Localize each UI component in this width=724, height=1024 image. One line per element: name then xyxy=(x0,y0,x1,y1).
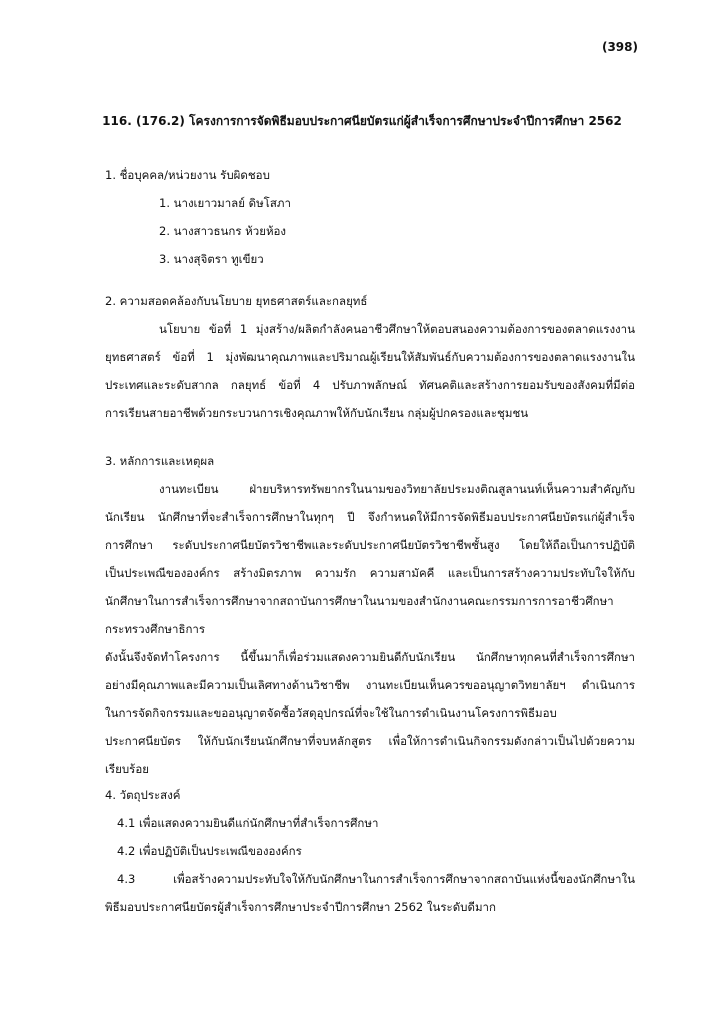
body-line: การเรียนสายอาชีพด้วยกระบวนการเชิงคุณภาพให้กับนักเรียน กลุ่มผู้ปกครองและชุมชน xyxy=(105,406,529,420)
body-line: เรียบร้อย xyxy=(105,762,149,776)
section-rationale xyxy=(105,447,635,783)
document-title: 116. (176.2) โครงการการจัดพิธีมอบประกาศนียบัตรแก่ผู้สำเร็จการศึกษาประจำปีการศึกษา 2562 xyxy=(102,114,622,128)
body-line: ประกาศนียบัตร ให้กับนักเรียนนักศึกษาที่จบหลักสูตร เพื่อให้การดำเนินกิจกรรมดังกล่าวเป็นไปด้วยความ xyxy=(105,734,635,748)
section-heading: 4. วัตถุประสงค์ xyxy=(105,788,181,802)
person-item: 1. นางเยาวมาลย์ ดิษโสภา xyxy=(159,196,291,210)
body-line: เป็นประเพณีขององค์กร สร้างมิตรภาพ ความรัก ความสามัคคี และเป็นการสร้างความประทับใจให้กับ xyxy=(105,566,635,580)
section-heading: 3. หลักการและเหตุผล xyxy=(105,454,215,468)
body-line: ในการจัดกิจกรรมและขออนุญาตจัดซื้อวัสดุอุปกรณ์ที่จะใช้ในการดำเนินงานโครงการพิธีมอบ xyxy=(105,706,557,720)
page-number: (398) xyxy=(601,40,638,54)
body-line: ประเทศและระดับสากล กลยุทธ์ ข้อที่ 4 ปรับภาพลักษณ์ ทัศนคติและสร้างการยอมรับของสังคมที่มีต่อ xyxy=(105,378,635,392)
person-item: 3. นางสุจิตรา ทูเขียว xyxy=(159,252,264,266)
body-line: นักเรียน นักศึกษาที่จะสำเร็จการศึกษาในทุกๆ ปี จึงกำหนดให้มีการจัดพิธีมอบประกาศนียบัตรแก่ผู้สำเร็จ xyxy=(105,510,635,524)
body-line: งานทะเบียน ฝ่ายบริหารทรัพยากรในนามของวิทยาลัยประมงติณสูลานนท์เห็นความสำคัญกับ xyxy=(159,482,635,496)
section-responsible xyxy=(105,161,635,273)
body-line: พิธีมอบประกาศนียบัตรผู้สำเร็จการศึกษาประจำปีการศึกษา 2562 ในระดับดีมาก xyxy=(105,900,496,914)
body-line: นักศึกษาในการสำเร็จการศึกษาจากสถาบันการศึกษาในนามของสำนักงานคณะกรรมการการอาชีวศึกษา xyxy=(105,594,614,608)
body-line: การศึกษา ระดับประกาศนียบัตรวิชาชีพและระดับประกาศนียบัตรวิชาชีพชั้นสูง โดยให้ถือเป็นการปฏิบัติ xyxy=(105,538,635,552)
section-policy-alignment xyxy=(105,287,635,427)
person-item: 2. นางสาวธนกร ห้วยห้อง xyxy=(159,224,287,238)
body-line: ดังนั้นจึงจัดทำโครงการ นี้ขึ้นมาก็เพื่อร่วมแสดงความยินดีกับนักเรียน นักศึกษาทุกคนที่สำเร็จการศึกษา xyxy=(105,650,635,664)
body-line: ยุทธศาสตร์ ข้อที่ 1 มุ่งพัฒนาคุณภาพและปริมาณผู้เรียนให้สัมพันธ์กับความต้องการของตลาดแรงงานใน xyxy=(105,350,635,364)
section-objectives xyxy=(105,781,635,921)
objective-item: 4.1 เพื่อแสดงความยินดีแก่นักศึกษาที่สำเร็จการศึกษา xyxy=(117,816,379,830)
body-line: นโยบาย ข้อที่ 1 มุ่งสร้าง/ผลิตกำลังคนอาชีวศึกษาให้ตอบสนองความต้องการของตลาดแรงงาน xyxy=(159,322,635,336)
section-heading: 2. ความสอดคล้องกับนโยบาย ยุทธศาสตร์และกลยุทธ์ xyxy=(105,294,368,308)
body-line: อย่างมีคุณภาพและมีความเป็นเลิศทางด้านวิชาชีพ งานทะเบียนเห็นควรขออนุญาตวิทยาลัยฯ ดำเนินการ xyxy=(105,678,635,692)
objective-item: 4.2 เพื่อปฏิบัติเป็นประเพณีขององค์กร xyxy=(117,844,302,858)
objective-item: 4.3 เพื่อสร้างความประทับใจให้กับนักศึกษาในการสำเร็จการศึกษาจากสถาบันแห่งนี้ของนักศึกษาใน xyxy=(117,872,635,886)
body-line: กระทรวงศึกษาธิการ xyxy=(105,622,206,636)
section-heading: 1. ชื่อบุคคล/หน่วยงาน รับผิดชอบ xyxy=(105,168,270,182)
